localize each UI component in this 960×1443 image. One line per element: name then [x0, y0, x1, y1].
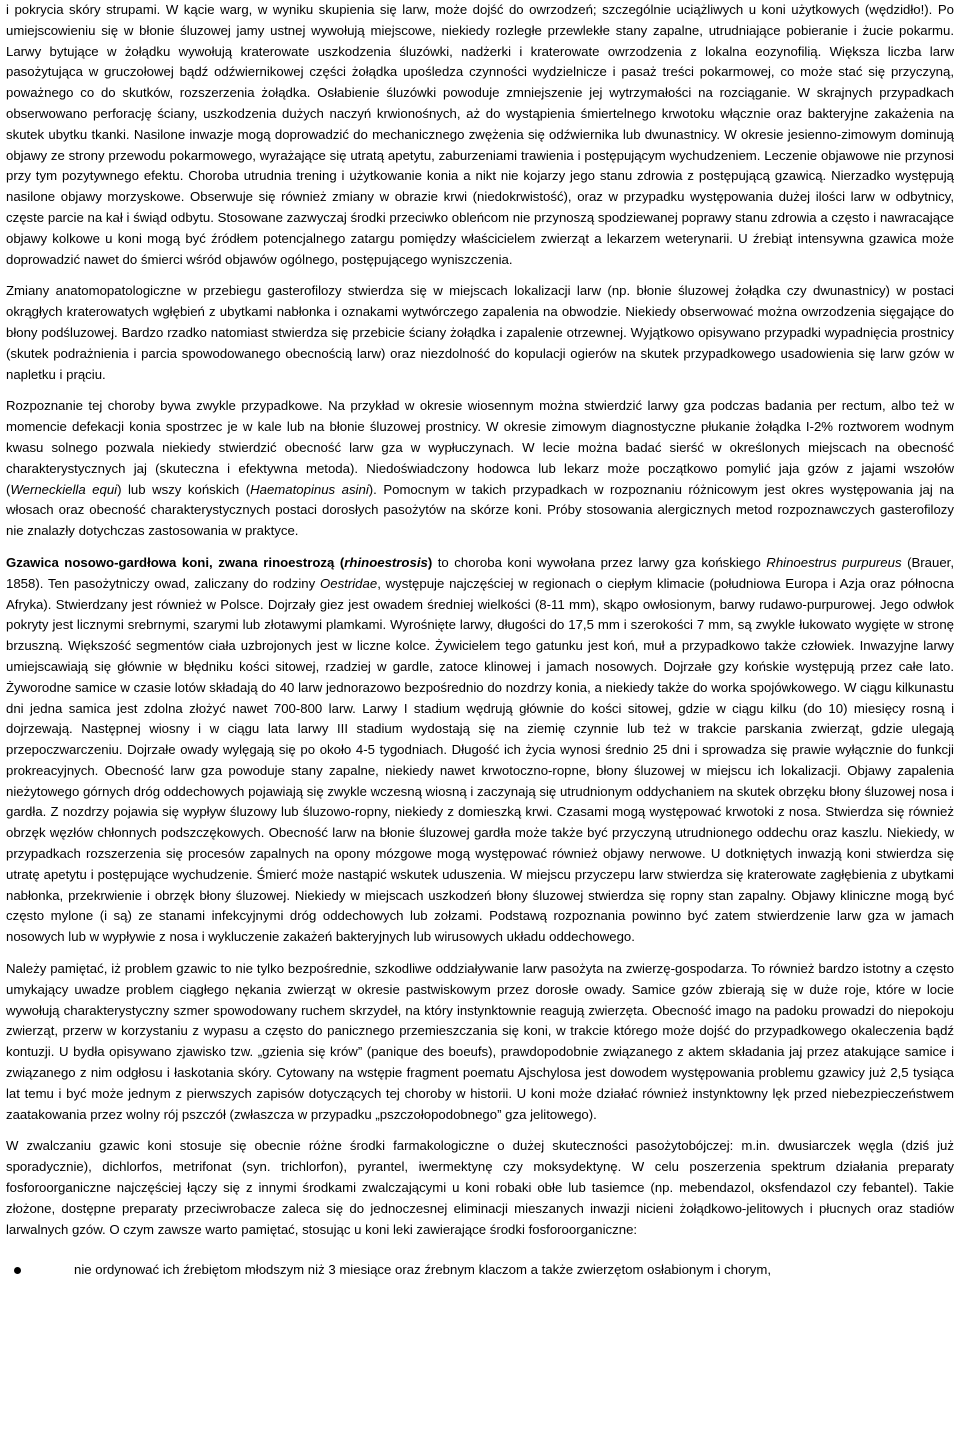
diagnosis-text: Rozpoznanie tej choroby bywa zwykle przypadkowe. Na przykład w okresie wiosennym można stwierdzić larwy gza podczas badania per rectum, albo też w momencie defekacji konia spostrzec je w kale lub na błonie śluzowej prostnicy. W okresie zimowym diagnostyczne płukanie żołądka I-2% roztworem wodnym kwasu solnego pozwala niekiedy stwierdzić obecność larw gza w wypłuczynach. W lecie można badać sierść w określonych miejscach na obecność charakterystycznych jaj (skuteczna i efektywna metoda). Niedoświadczony hodowca lub lekarz może początkowo pomylić jaja gzów z jajami wszołów (Werneckiella equi) lub wszy końskich (Haematopinus asini). Pomocnym w takich przypadkach w rozpoznaniu różnicowym jest okres występowania jaj na włosach oraz obecność charakterystycznych postaci dorosłych pasożytów na skórze koni. Próby stosowania alergicznych metod rozpoznawczych gasterofilozy nie znalazły dotychczas zastosowania w praktyce.: [6, 398, 954, 539]
rhinoestrosis-text-a: to choroba koni wywołana przez larwy gza końskiego: [432, 554, 767, 570]
paragraph-rhinoestrosis: [6, 553, 954, 948]
latin-species: Haematopinus asini: [250, 481, 369, 497]
section-lead-heading: Gzawica nosowo-gardłowa koni, zwana rinoestrozą (: [6, 554, 345, 570]
paragraph-treatment: W zwalczaniu gzawic koni stosuje się obecnie różne środki farmakologiczne o dużej skuteczności pasożytobójczej: m.in. dwusiarczek węgla (dziś już sporadycznie), dichlorfos, metrifonat (syn. trichlorfon), pyrantel, iwermektynę czy moksydektynę. W celu poszerzenia spektrum działania preparaty fosforoorganiczne najczęściej łączy się z innymi środkami zwalczającymi u koni robaki obłe lub tasiemce (np. mebendazol, oksfendazol czy febantel). Takie złożone, dostępne preparaty przeciwrobacze zaleca się do jednoczesnej eliminacji mieszanych inwazji nicieni żołądkowo-jelitowych i płucnych oraz stadiów larwalnych gzów. O czym zawsze warto pamiętać, stosując u koni leki zawierające środki fosforoorganiczne:: [6, 1138, 954, 1237]
paragraph-clinical-signs: i pokrycia skóry strupami. W kącie warg, w wyniku skupienia się larw, może dojść do owrzodzeń; szczególnie uciążliwych u koni użytkowych (wędzidło!). Po umiejscowieniu się w błonie śluzowej jamy ustnej wywołują miejscowe, niekiedy rozległe przewlekłe stany zapalne, utrudniające pobieranie i żucie pokarmu. Larwy bytujące w żołądku wywołują kraterowate uszkodzenia śluzówki, nadżerki i kraterowate owrzodzenia z lokalna eozynofilią. Większa liczba larw pasożytująca w gruczołowej bądź odźwiernikowej części żołądka upośledza czynności wydzielnicze i pasaż treści pokarmowej, co może stać się przyczyną, poważnego co do skutków, rozszerzenia żołądka. Osłabienie śluzówki powoduje zmniejszenie jej wytrzymałości na rozciąganie. W skrajnych przypadkach obserwowano perforację ściany, uszkodzenia dużych naczyń krwionośnych, aż do wystąpienia śmiertelnego krwotoku włącznie oraz bakteryjne zakażenia na skutek ubytku tkanki. Nasilone inwazje mogą doprowadzić do mechanicznego zwężenia się odźwiernika lub dwunastnicy. W okresie jesienno-zimowym dominują objawy ze strony przewodu pokarmowego, wyrażające się utratą apetytu, zaburzeniami trawienia i postępującym wychudzeniem. Leczenie objawowe nie przynosi przy tym pozytywnego efektu. Choroba utrudnia trening i użytkowanie konia a nikt nie kojarzy jego stanu zdrowia z postępującą gzawicą. Nierzadko występują nasilone objawy morzyskowe. Obserwuje się również zmiany w obrazie krwi (niedokrwistość), oraz w przypadku występowania dużej ilości larw w odbytnicy, częste parcie na kał i świąd odbytu. Stosowane zazwyczaj środki przeciwko obleńcom nie przynoszą spodziewanej poprawy stanu zdrowia a często i nawracające objawy kolkowe u koni mogą być źródłem potencjalnego zatargu pomiędzy właścicielem zwierząt a lekarzem weterynarii. U źrebiąt intensywna gzawica może doprowadzić nawet do śmierci wśród objawów ogólnego, postępującego wyniszczenia.: [6, 2, 954, 267]
latin-term-rhinoestrosis: rhinoestrosis: [344, 554, 428, 570]
latin-family-oestridae: Oestridae: [320, 575, 378, 591]
list-item: [6, 1260, 954, 1281]
latin-species-rhinoestrus: Rhinoestrus purpureus: [766, 554, 902, 570]
bullet-icon: [14, 1267, 21, 1274]
rhinoestrosis-text-b: (Brauer, 1858). Ten pasożytniczy owad, zaliczany do rodziny: [6, 554, 954, 591]
treatment-notes-list: [6, 1260, 954, 1281]
list-item-text: nie ordynować ich źrebiętom młodszym niż 3 miesiące oraz źrebnym klaczom a także zwierzętom osłabionym i chorym,: [74, 1262, 771, 1278]
paragraph-diagnosis: [6, 396, 954, 542]
section-lead-close: ): [427, 554, 433, 570]
paragraph-pathology: Zmiany anatomopatologiczne w przebiegu gasterofilozy stwierdza się w miejscach lokalizacji larw (np. błonie śluzowej żołądka czy dwunastnicy) w postaci okrągłych kraterowatych wgłębień z ubytkami nabłonka i oznakami wytwórczego zapalenia na obwodzie. Niekiedy obserwować można owrzodzenia sięgające do błony podśluzowej. Bardzo rzadko natomiast stwierdza się przebicie ściany żołądka i zapalenie otrzewnej. Wyjątkowo opisywano przypadki wypadnięcia prostnicy (skutek podrażnienia i parcia spowodowanego obecnością larw) oraz niezdolność do kopulacji ogierów na skutek przypadkowego usadowienia się larw gzów w napletku i prąciu.: [6, 283, 954, 382]
latin-species: Werneckiella equi: [10, 481, 118, 497]
paragraph-adult-flies: Należy pamiętać, iż problem gzawic to nie tylko bezpośrednie, szkodliwe oddziaływanie larw pasożyta na zwierzę-gospodarza. To również bardzo istotny a często umykający uwadze problem ciągłego nękania zwierząt w okresie pastwiskowym przez dorosłe owady. Samice gzów zbierają się w duże roje, które w locie wywołują charakterystyczny szmer spowodowany ruchem skrzydeł, na który instynktownie reagują zwierzęta. Obecność imago na padoku prowadzi do niepokoju zwierząt, przerw w korzystaniu z wypasu a często do panicznego przemieszczania się koni, w trakcie którego może dojść do przypadkowego okaleczenia bądź kontuzji. U bydła opisywano zjawisko tzw. „gzienia się krów” (panique des boeufs), prawdopodobnie związanego z aktem składania jaj przez atakujące samice i związanego z nim odgłosu i łaskotania skóry. Cytowany na wstępie fragment poematu Ajschylosa jest dowodem występowania problemu gzawicy już 2,5 tysiąca lat temu i być może jednym z pierwszych zapisów dotyczących tej choroby w historii. U koni może działać również instynktowny lęk przed niebezpieczeństwem zaatakowania przez wolny rój pszczół (zwłaszcza w przypadku „pszczołopodobnego” gza jelitowego).: [6, 961, 954, 1122]
rhinoestrosis-text-c: , występuje najczęściej w regionach o ciepłym klimacie (południowa Europa i Azja oraz północna Afryka). Stwierdzany jest również w Polsce. Dojrzały giez jest owadem średniej wielkości (8-11 mm), skąpo owłosionym, barwy rudawo-purpurowej. Jego odwłok pokryty jest licznymi srebrnymi, szarymi lub złotawymi plamkami. Wyrośnięte larwy, długości do 17,5 mm i szerokości 7 mm, są zwykle łukowato wygięte w stronę brzuszną. Większość segmentów ciała uzbrojonych jest w liczne kolce. Żywicielem tego gatunku jest koń, muł a przypadkowo także człowiek. Inwazyjne larwy umiejscawiają się głównie w błędniku kości sitowej, rzadziej w gardle, zatoce klinowej i jamach nosowych. Dojrzałe gzy końskie występują przez całe lato. Żyworodne samice w czasie lotów składają do 40 larw jednorazowo bezpośrednio do nozdrzy konia, a niekiedy także do worka spojówkowego. W ciągu kilkunastu dni jedna samica jest zdolna złożyć nawet 700-800 larw. Larwy I stadium wędrują głównie do kości sitowej, gdzie w ciągu kilku (do 10) miesięcy rosną i dojrzewają. Następnej wiosny i w ciągu lata larwy III stadium wydostają się na ziemię czynnie lub też w trakcie parskania zwierząt, gdzie ulegają przepoczwarczeniu. Dojrzałe owady wylęgają się po około 4-5 tygodniach. Długość ich życia wynosi średnio 25 dni i sprowadza się prawie wyłącznie do funkcji prokreacyjnych. Obecność larw gza powoduje stany zapalne, niekiedy nawet krwotoczno-ropne, błony śluzowej w miejscu ich lokalizacji. Objawy zapalenia nieżytowego górnych dróg oddechowych pojawiają się zwykle wczesną wiosną i zaczynają się utrudnionym oddychaniem na skutek obrzęku błony śluzowej nosa i gardła. Z nozdrzy pojawia się wypływ śluzowy lub śluzowo-ropny, niekiedy z domieszką krwi. Czasami mogą występować krwotoki z nosa. Stwierdza się również obrzęk węzłów chłonnych podszczękowych. Obecność larw na błonie śluzowej gardła może także być przyczyną utrudnionego oddechu oraz kaszlu. Niekiedy, w przypadkach rozszerzenia się procesów zapalnych na opony mózgowe mogą występować również objawy nerwowe. U dotkniętych inwazją koni stwierdza się utratę apetytu i postępujące wychudzenie. Śmierć może nastąpić wskutek uduszenia. W miejscu przyczepu larw stwierdza się kraterowate zagłębienia z ubytkami nabłonka, przekrwienie i obrzęk błony śluzowej. Niekiedy w miejscach uszkodzeń błony śluzowej stwierdza się ropny stan zapalny. Objawy kliniczne mogą być często mylone (i są) ze stanami infekcyjnymi dróg oddechowych lub zołzami. Podstawą rozpoznania powinno być zatem stwierdzenie larw gza w jamach nosowych lub w wypływie z nosa i wykluczenie zakażeń bakteryjnych lub wirusowych układu oddechowego.: [6, 575, 954, 945]
